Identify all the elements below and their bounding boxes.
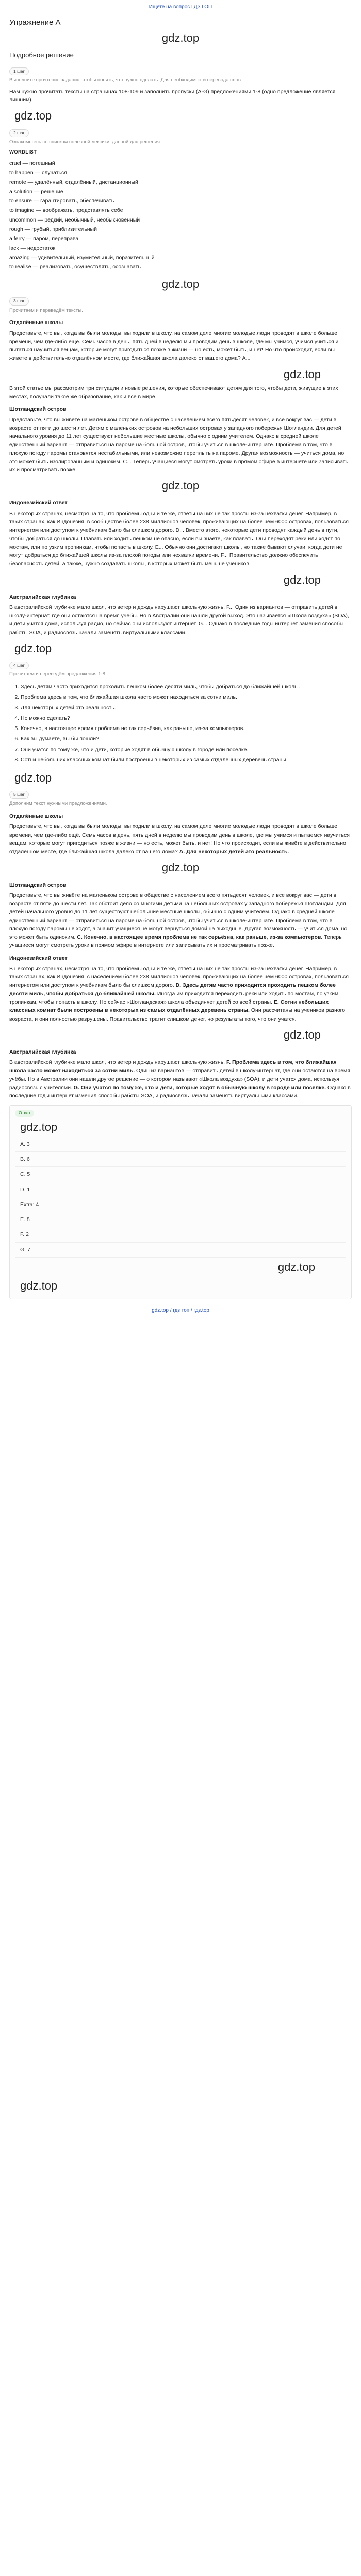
- answer-item: Extra: 4: [15, 1197, 346, 1212]
- section-title: Австралийская глубинка: [9, 594, 76, 600]
- watermark: gdz.top: [14, 109, 52, 123]
- step-hint: Выполните прочтение задания, чтобы понять, что нужно сделать. Для необходимости перевода слов.: [9, 77, 242, 83]
- answer-item: F. 2: [15, 1227, 346, 1242]
- word-item: a ferry — паром, переправа: [9, 235, 79, 242]
- answer-item: D. 1: [15, 1182, 346, 1197]
- step-1: [9, 64, 352, 104]
- sentence-item: 7. Они учатся по тому же, что и дети, которые ходят в обычную школу в городе или посёлке.: [21, 744, 352, 755]
- watermark: gdz.top: [161, 278, 200, 291]
- word-item: to ensure — гарантировать, обеспечивать: [9, 198, 114, 205]
- footer-separator: /: [168, 1308, 173, 1314]
- step-badge: 5 шаг: [9, 791, 29, 799]
- word-item: amazing — удивительный, изумительный, поразительный: [9, 254, 155, 261]
- answer-item: E. 8: [15, 1212, 346, 1227]
- section-title: Индонезийский ответ: [9, 500, 68, 506]
- footer-separator: /: [189, 1308, 194, 1314]
- word-item: lack — недостаток: [9, 245, 56, 251]
- word-item: rough — грубый, приблизительный: [9, 226, 97, 232]
- text-title: Отдалённые школы: [9, 813, 63, 820]
- answer-insert: G. Они учатся по тому же, что и дети, которые ходят в обычную школу в городе или посёлке.: [72, 1084, 326, 1091]
- step-hint: Прочитаем и переведём тексты.: [9, 307, 83, 313]
- text-part: В некоторых странах, несмотря на то, что проблемы одни и те же, ответы на них не так просты из-за нехватки денег. Например, в таких странах, как Индонезия, с населением более 238 миллионов человек, проживающих на более чем 6000 островах, пользоваться интернетом или доступом к учебникам было бы слишком дорого.: [9, 965, 349, 989]
- text-part: Теперь учащиеся могут смотреть уроки в прямом эфире в интернете или записывать их и просматривать позже.: [9, 934, 342, 949]
- watermark: gdz.top: [283, 367, 321, 381]
- step-badge: 2 шаг: [9, 129, 29, 137]
- word-item: a solution — решение: [9, 188, 63, 195]
- step-4: [9, 640, 352, 765]
- watermark: gdz.top: [20, 1279, 58, 1293]
- paragraph: Представьте, что вы, когда вы были молоды, вы ходили в школу, на самом деле многие молодые люди проводят в школе больше времени, чем где-либо ещё. Семь часов в день, пять дней в неделю мы проводим день в школе, где мы учимся, учимся учиться и пытаться научиться вещам, которые могут пригодиться позже в жизни — но есть, может быть, и нет! Но что происходит, если вы живёте в действительно отдалённом месте, где ближайшая школа далеко от вашего дома? A...: [9, 330, 339, 362]
- text-part: Однако в последние годы интернет изменил способы работы SOA, и радиосвязь начали заменять виртуальными классами.: [9, 1084, 351, 1099]
- answer-item: A. 3: [15, 1137, 346, 1152]
- watermark: gdz.top: [14, 642, 52, 655]
- sentence-item: 8. Сотни небольших классных комнат были построены в некоторых из самых отдалённых деревень страны.: [21, 755, 352, 765]
- sentence-item: 1. Здесь детям часто приходится проходить пешком более десяти миль, чтобы добраться до ближайшей школы.: [21, 682, 352, 692]
- text-part: В австралийской глубинке мало школ, что ветер и дождь нарушают школьную жизнь.: [9, 1059, 225, 1066]
- answer-box: [9, 1105, 352, 1299]
- paragraph: В этой статье мы рассмотрим три ситуации и новые решения, которые обеспечивают детям для того, чтобы дети, живущие в этих местах, получали такое же образование, как и все в мире.: [9, 385, 338, 400]
- footer-link[interactable]: gdz.top: [152, 1308, 169, 1314]
- text-part: Представьте, что вы, когда вы были молоды, вы ходили в школу, на самом деле многие молодые люди проводят в школе больше времени, чем где-либо ещё. Семь часов в день, пять дней в неделю мы проводим день в школе, где мы учимся и пытаемся научиться вещам, которые могут пригодиться позже в жизни — но есть, может быть, и нет! Но что происходит, если вы живёте в действительно отдалённом месте, где ближайшая школа далеко от вашего дома?: [9, 823, 350, 855]
- sentence-list: [9, 682, 352, 765]
- answer-item: C. 5: [15, 1167, 346, 1182]
- section-title: Австралийская глубинка: [9, 1048, 76, 1055]
- watermark: gdz.top: [161, 861, 200, 874]
- step-text: Нам нужно прочитать тексты на страницах 108-109 и заполнить пропуски (A-G) предложениями 1-8 (одно предложение является лишним).: [9, 88, 336, 104]
- word-item: uncommon — редкий, необычный, необыкновенный: [9, 216, 140, 223]
- paragraph: Представьте, что вы живёте на маленьком острове в обществе с населением всего пятьдесят человек, и все вокруг вас — дети в возрасте от пяти до шести лет. Детям с маленьких островов на небольших островах у западного побережья Шотландии. Для детей начального уровня до 11 лет существуют небольшие местные школы, обычно с одним учителем. Однако в средней школе единственный вариант — отправиться на пароме на большой остров, чтобы учиться в школе-интернате. Проблема в том, что в плохую погоду паромы становятся нестабильными, или невозможно переплыть на пароме. Другая возможность — учиться дома, но это может быть изолированным и одиноким. C... Теперь учащиеся могут смотреть уроки в прямом эфире в интернете или записывать их и просматривать позже.: [9, 416, 348, 473]
- exercise-title: Упражнение A: [9, 18, 61, 27]
- answer-insert: D. Здесь детям часто приходится проходить пешком более десяти миль, чтобы добраться до ближайшей школы.: [9, 982, 336, 997]
- footer-link[interactable]: гдз топ: [173, 1308, 190, 1314]
- section-title: Индонезийский ответ: [9, 955, 68, 961]
- step-badge: 4 шаг: [9, 662, 29, 669]
- answer-item: G. 7: [15, 1243, 346, 1258]
- answer-insert: F. Проблема здесь в том, что ближайшая школа часто может находиться за сотни миль.: [9, 1059, 337, 1074]
- word-item: to imagine — воображать, представлять себе: [9, 207, 123, 214]
- wordlist-label: WORDLIST: [9, 149, 37, 156]
- wordlist: [9, 159, 352, 272]
- watermark: gdz.top: [283, 1028, 321, 1041]
- step-hint: Прочитаем и переведём предложения 1-8.: [9, 671, 107, 677]
- step-hint: Ознакомьтесь со списком полезной лексики, данной для решения.: [9, 139, 161, 145]
- word-item: cruel — потешный: [9, 160, 55, 167]
- paragraph: [9, 964, 352, 1023]
- paragraph: В австралийской глубинке мало школ, что ветер и дождь нарушают школьную жизнь. F... Один из вариантов — отправить детей в школу-интернат, где они остаются на время учёбы. Но в Австралии они нашли другой выход. Это называется «Школа воздуха» (SOA), и дети учатся дома, используя радио, но сейчас они используют интернет. G... Однако в последние годы интернет заменил способы работы SOA, и радиосвязь начали заменять виртуальными классами.: [9, 604, 349, 636]
- paragraph: В некоторых странах, несмотря на то, что проблемы одни и те же, ответы на них не так просты из-за нехватки денег. Например, в таких странах, как Индонезия, в сообществе более 238 миллионов человек, проживающих на более чем 6000 островах, пользоваться интернетом или доступом к учебникам было бы слишком дорого. D... Вместо этого, некоторые дети проводят каждый день в пути, чтобы добраться до школы. Плавать или ходить пешком не опасно, если вы знаете, как плавать. Они переходят реки или ходят по мостам, или по узким тропинкам, чтобы попасть в школу. E... Обычно они достигают школы, но также бывают случаи, когда дети не могут добраться до ближайшей школы из-за плохой погоды или нехватки времени. F... Правительство должно обеспечить безопасность детей, а также, нужно создавать школы, в которых может быть меньше учеников.: [9, 510, 349, 567]
- answer-insert: E. Сотни небольших классных комнат были построены в некоторых из самых отдалённых деревень страны.: [9, 998, 329, 1014]
- text-title: Отдалённые школы: [9, 319, 63, 326]
- section-title: Шотландский остров: [9, 406, 67, 413]
- watermark: gdz.top: [20, 1120, 58, 1133]
- step-3: [9, 276, 352, 637]
- text-part: Они рассчитаны на учеников разного возраста, и они полностью разрушены. Правительство тратит слишком денег, но результаты того, что они учатся.: [9, 1007, 346, 1022]
- footer-link[interactable]: гдз.top: [193, 1308, 209, 1314]
- watermark: gdz.top: [14, 771, 52, 785]
- answer-item: B. 6: [15, 1152, 346, 1167]
- watermark: gdz.top: [277, 1260, 315, 1274]
- word-item: to happen — случаться: [9, 170, 67, 176]
- section-title: Шотландский остров: [9, 882, 67, 888]
- paragraph: [9, 1058, 352, 1100]
- step-2: [9, 107, 352, 272]
- sentence-item: 2. Проблема здесь в том, что ближайшая школа часто может находиться за сотни миль.: [21, 692, 352, 702]
- watermark: gdz.top: [161, 31, 200, 44]
- solution-title: Подробное решение: [9, 50, 74, 59]
- text-part: Представьте, что вы живёте на маленьком острове в обществе с населением всего пятьдесят человек, и все вокруг вас — дети в возрасте от пяти до шести лет. Так обстоит дело со многими детьми на небольших островах у западного побережья Шотландии. Для детей начального уровня до 11 лет существуют небольшие местные школы, обычно с одним учителем. Однако в средней школе единственный вариант — отправиться на пароме на большой остров, чтобы учиться в школе-интернате. Проблема в том, что в плохую погоду паромы не ходят, а значит учащиеся не могут вернуться домой на выходные. Другая возможность — учиться дома, но это может быть одиноким.: [9, 892, 348, 941]
- word-item: to realise — реализовать, осуществлять, осознавать: [9, 264, 141, 270]
- sentence-item: 6. Как вы думаете, вы бы пошли?: [21, 734, 352, 744]
- sentence-item: 4. Но можно сделать?: [21, 713, 352, 723]
- step-5: [9, 769, 352, 1100]
- step-badge: 3 шаг: [9, 297, 29, 305]
- paragraph: [9, 891, 352, 950]
- watermark: gdz.top: [161, 479, 200, 493]
- sentence-item: 3. Для некоторых детей это реальность.: [21, 703, 352, 713]
- text-part: Один из вариантов — отправить детей в школу-интернат, где они остаются на время учёбы. Но в Австралии они нашли другое решение — о котором называют «Школа воздуха» (SOA), и дети учатся дома, используя радиосвязь с учителями.: [9, 1067, 350, 1091]
- answer-insert: A. Для некоторых детей это реальность.: [177, 849, 289, 855]
- answer-insert: C. Конечно, в настоящее время проблема не так серьёзна, как раньше, из-за компьютеров.: [75, 934, 323, 941]
- footer: [9, 1299, 352, 1320]
- word-item: remote — удалённый, отдалённый, дистанционный: [9, 179, 138, 185]
- answer-list: [15, 1137, 346, 1258]
- top-link[interactable]: Ищете на вопрос ГДЗ ГОП: [149, 4, 212, 10]
- text-part: Иногда им приходится переходить реки или ходить по мостам, по узким тропинкам, чтобы попасть в школу. Но сейчас «Шотландская» школа объединяет детей со всей страны.: [9, 990, 339, 1005]
- sentence-item: 5. Конечно, в настоящее время проблема не так серьёзна, как раньше, из-за компьютеров.: [21, 723, 352, 734]
- paragraph: [9, 822, 352, 856]
- step-badge: 1 шаг: [9, 67, 29, 75]
- answer-badge: Ответ: [15, 1110, 34, 1116]
- step-hint: Дополним текст нужными предложениями.: [9, 801, 107, 807]
- watermark: gdz.top: [283, 573, 321, 586]
